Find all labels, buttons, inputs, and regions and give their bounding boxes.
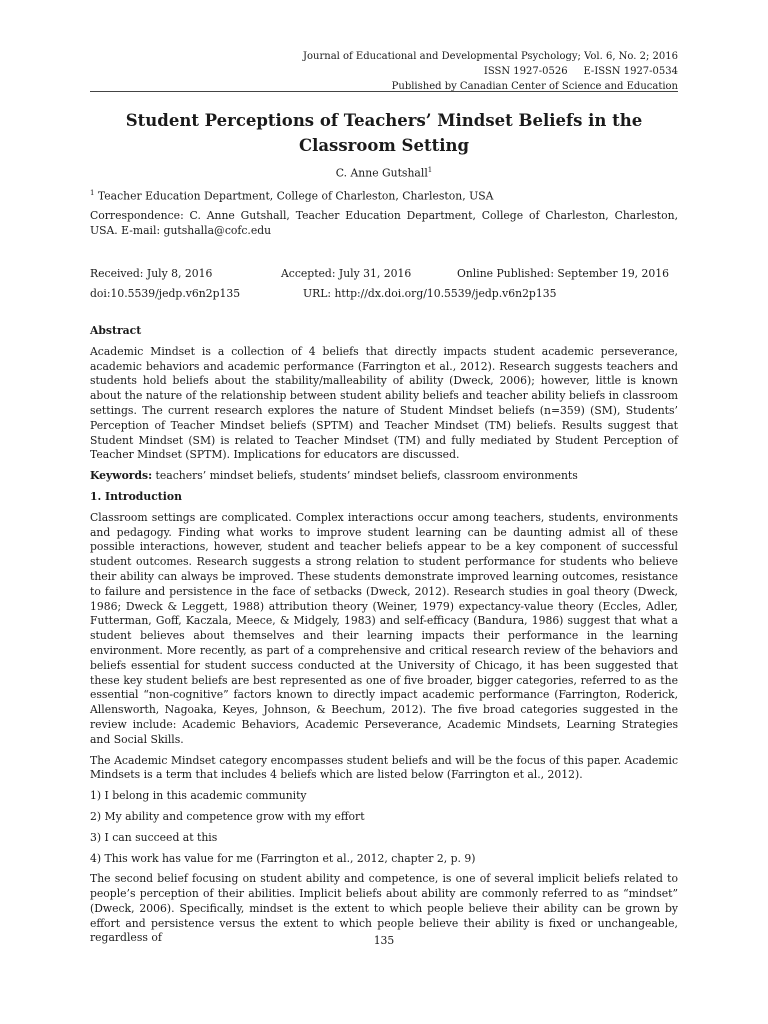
list-item: 2) My ability and competence grow with my effort (90, 809, 365, 823)
publication-dates (90, 264, 678, 304)
intro-paragraph-1: Classroom settings are complicated. Complex interactions occur among teachers, students, environments and pedagogy. Finding what works to improve student learning can be daunting admist all of these possible interactions, however, student and teacher beliefs appear to be a key component of successful student outcomes. Research suggests a strong relation to student performance for students who believe their ability can always be improved. These students demonstrate improved learning outcomes, resistance to failure and persistence in the face of setbacks (Dweck, 2012). Research studies in goal theory (Dweck, 1986; Dweck & Leggett, 1988) attribution theory (Weiner, 1979) expectancy-value theory (Eccles, Adler, Futterman, Goff, Kaczala, Meece, & Midgely, 1983) and self-efficacy (Bandura, 1986) suggest that what a student believes about themselves and their learning impacts their performance in the learning environment. More recently, as part of a comprehensive and critical research review of the behaviors and beliefs essential for student success conducted at the University of Chicago, it has been suggested that these key student beliefs are best represented as one of five broader, bigger categories, referred to as the essential “non-cognitive” factors known to directly impact academic performance (Farrington, Roderick, Allensworth, Nagoaka, Keyes, Johnson, & Beechum, 2012). The five broad categories suggested in the review include: Academic Behaviors, Academic Perseverance, Academic Mindsets, Learning Strategies and Social Skills. (90, 510, 678, 746)
page-number: 135 (373, 934, 395, 947)
article-body (90, 324, 678, 952)
affiliation (90, 189, 678, 203)
header-rule (90, 91, 678, 92)
article-url: URL: http://dx.doi.org/10.5539/jedp.v6n2p135 (303, 287, 557, 300)
affiliation-superscript: 1 (90, 189, 95, 197)
intro-paragraph-3: The second belief focusing on student ability and competence, is one of several implicit beliefs related to people’s perception of their abilities. Implicit beliefs about ability are commonly referred to as “mindset” (Dweck, 2006). Specifically, mindset is the extent to which people believe their ability can be grown by effort and persistence versus the extent to which people believe their ability is fixed or unchangeable, regardless of (90, 872, 678, 945)
list-item: 3) I can succeed at this (90, 830, 218, 844)
author-name: C. Anne Gutshall (335, 166, 428, 180)
correspondence: Correspondence: C. Anne Gutshall, Teacher Education Department, College of Charleston, Charleston, USA. E-mail: gutshalla@cofc.edu (90, 209, 678, 237)
article-title: Student Perceptions of Teachers’ Mindset Beliefs in the Classroom Setting (125, 111, 643, 155)
doi: doi:10.5539/jedp.v6n2p135 (90, 287, 241, 300)
abstract-heading: Abstract (90, 324, 142, 337)
keywords-text: teachers’ mindset beliefs, students’ mindset beliefs, classroom environments (152, 469, 578, 483)
journal-line: Journal of Educational and Developmental Psychology; Vol. 6, No. 2; 2016 (303, 51, 678, 62)
author-line (90, 166, 678, 180)
abstract-text: Academic Mindset is a collection of 4 beliefs that directly impacts student academic perseverance, academic behaviors and academic performance (Farrington et al., 2012). Research suggests teachers and students hold beliefs about the stability/malleability of ability (Dweck, 2006); however, little is known about the nature of the relationship between student ability beliefs and teacher ability beliefs in classroom settings. The current research explores the nature of Student Mindset beliefs (n=359) (SM), Students’ Perception of Teacher Mindset beliefs (SPTM) and Teacher Mindset (TM) beliefs. Results suggest that Student Mindset (SM) is related to Teacher Mindset (TM) and fully mediated by Student Perception of Teacher Mindset (SPTM). Implications for educators are discussed. (90, 344, 678, 462)
affiliation-text: Teacher Education Department, College of Charleston, Charleston, USA (97, 189, 494, 203)
list-item: 4) This work has value for me (Farrington et al., 2012, chapter 2, p. 9) (90, 851, 476, 865)
published-date: Online Published: September 19, 2016 (457, 267, 670, 280)
received-date: Received: July 8, 2016 (90, 267, 213, 280)
accepted-date: Accepted: July 31, 2016 (281, 267, 412, 280)
publisher-line: Published by Canadian Center of Science and Education (391, 81, 678, 92)
journal-header (303, 49, 678, 94)
intro-paragraph-2: The Academic Mindset category encompasses student beliefs and will be the focus of this paper. Academic Mindsets is a term that includes 4 beliefs which are listed below (Farrington et al., 2012). (90, 753, 678, 782)
list-item: 1) I belong in this academic community (90, 789, 307, 803)
issn-line: ISSN 1927-0526 E-ISSN 1927-0534 (483, 66, 678, 77)
introduction-heading: 1. Introduction (90, 489, 182, 503)
keywords-label: Keywords: (90, 469, 153, 483)
keywords (90, 469, 678, 484)
author-superscript: 1 (427, 166, 433, 174)
